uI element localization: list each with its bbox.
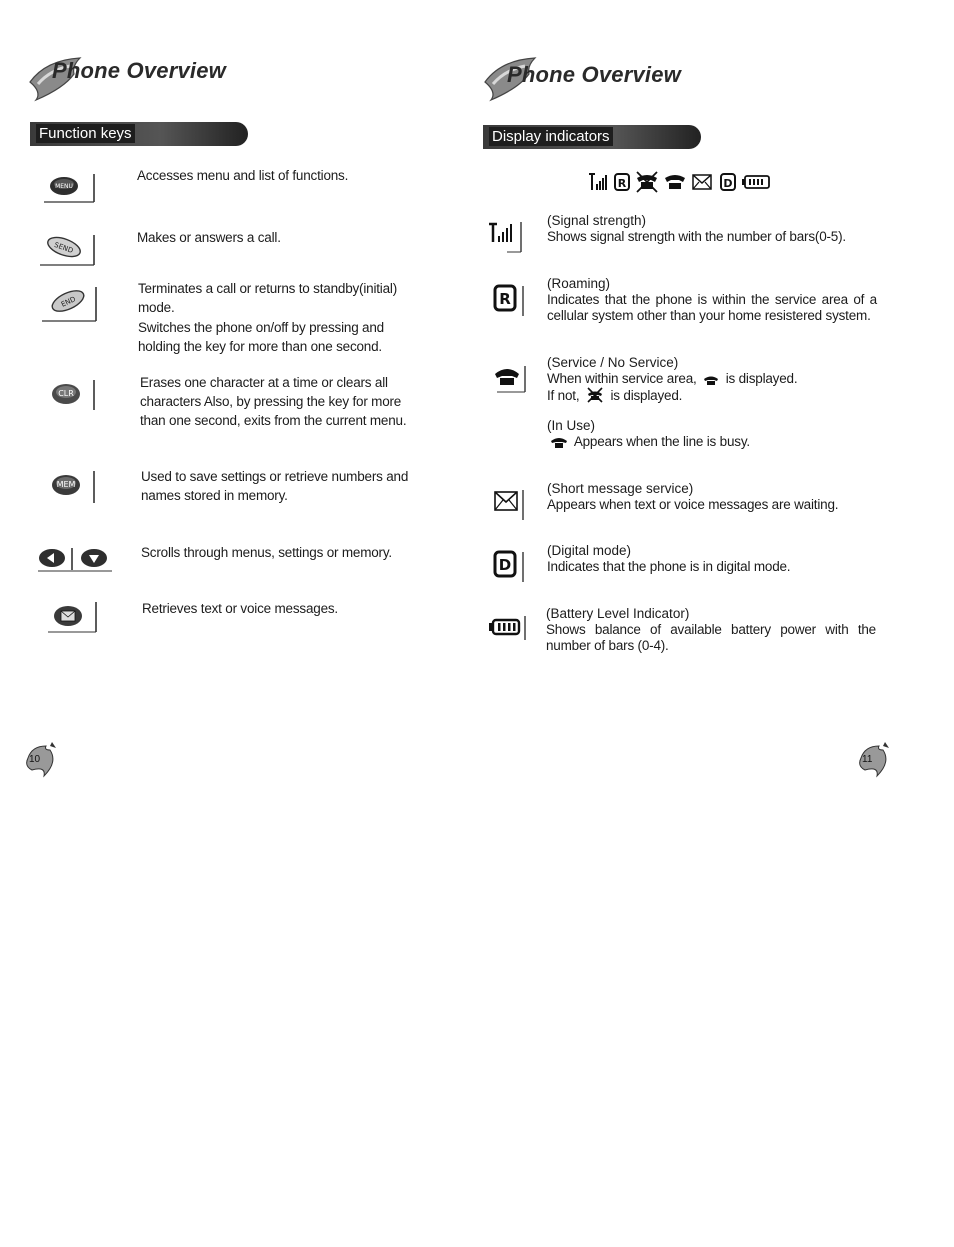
svg-text:R: R [617,177,627,190]
menu-key-icon [40,168,100,208]
service-description [547,355,877,404]
svg-text:MENU: MENU [55,183,73,190]
signal-strength-icon [485,218,529,254]
in-use-body-line [547,434,877,450]
page-number-badge-icon [22,740,62,780]
digital-mode-icon [493,548,537,584]
battery-body: Shows balance of available battery power with the number of bars (0-4). [546,622,876,653]
battery-description [546,606,876,654]
battery-heading: (Battery Level Indicator) [546,606,690,621]
page-title: Phone Overview [507,62,681,87]
page-title: Phone Overview [52,58,226,83]
send-key-description: Makes or answers a call. [137,230,281,245]
digital-mode-description [547,543,877,575]
svg-text:CLR: CLR [58,389,74,398]
signal-strength-body: Shows signal strength with the number of bars(0-5). [547,229,846,244]
digital-mode-heading: (Digital mode) [547,543,632,558]
service-inline-icon [703,374,719,386]
svg-text:MEM: MEM [56,480,76,489]
digital-mode-icon [721,174,735,190]
message-key-icon [44,598,104,638]
sms-body: Appears when text or voice messages are waiting. [547,497,839,512]
digital-mode-body: Indicates that the phone is in digital mode. [547,559,791,574]
no-service-inline-icon [586,387,604,403]
svg-text:SEND: SEND [53,240,75,256]
send-key-icon [36,229,96,269]
roaming-description [547,276,877,324]
section-title: Function keys [36,124,135,143]
end-key-text-1: Terminates a call or returns to standby(initial) mode. [138,281,398,315]
sms-heading: (Short message service) [547,481,694,496]
page-number: 10 [29,754,41,765]
page-number: 11 [862,754,873,765]
scroll-keys-description: Scrolls through menus, settings or memory. [141,545,392,560]
service-body-d: is displayed. [610,388,683,403]
clr-key-icon [40,376,100,416]
mem-key-icon [40,467,100,507]
service-icon [491,362,535,398]
signal-strength-heading: (Signal strength) [547,213,647,228]
end-key-description [138,279,428,356]
roaming-icon [615,174,629,190]
roaming-body: Indicates that the phone is within the service area of a cellular system other than your home resistered system. [547,292,877,323]
right-page [477,0,954,800]
mem-key-description: Used to save settings or retrieve numbers and names stored in memory. [141,469,409,503]
svg-text:R: R [499,290,511,308]
svg-text:D: D [498,556,512,574]
section-banner-display-indicators [483,125,701,149]
in-use-heading: (In Use) [547,418,596,433]
sms-icon [493,486,537,522]
in-use-body: Appears when the line is busy. [573,434,750,449]
no-service-icon [637,172,657,192]
indicator-strip [587,170,777,194]
service-body-line2 [547,387,877,404]
service-body-line1 [547,371,877,387]
roaming-heading: (Roaming) [547,276,611,291]
roaming-icon [493,282,537,318]
sms-icon [693,175,711,189]
service-body-c: If not, [547,388,580,403]
section-banner-function-keys [30,122,248,146]
left-page [0,0,477,800]
signal-strength-icon [589,174,607,190]
svg-text:END: END [59,295,77,309]
svg-text:D: D [723,177,733,190]
message-key-description: Retrieves text or voice messages. [142,601,338,616]
page-number-badge-icon [855,740,895,780]
service-heading: (Service / No Service) [547,355,679,370]
service-body-a: When within service area, [547,371,697,386]
battery-icon [487,610,531,646]
end-key-icon [38,283,98,323]
scroll-keys-icon [36,540,116,580]
service-body-b: is displayed. [725,371,798,386]
sms-description [547,481,877,513]
battery-icon [742,176,769,188]
in-use-icon [665,175,685,189]
in-use-icon [550,435,568,449]
menu-key-description: Accesses menu and list of functions. [137,168,349,183]
end-key-text-2: Switches the phone on/off by pressing and holding the key for more than one second. [138,320,384,354]
section-title: Display indicators [489,127,613,146]
signal-strength-description [547,213,877,245]
in-use-description [547,418,877,450]
clr-key-description: Erases one character at a time or clears all characters Also, by pressing the key for more than one second, exits from the current menu. [140,375,407,428]
